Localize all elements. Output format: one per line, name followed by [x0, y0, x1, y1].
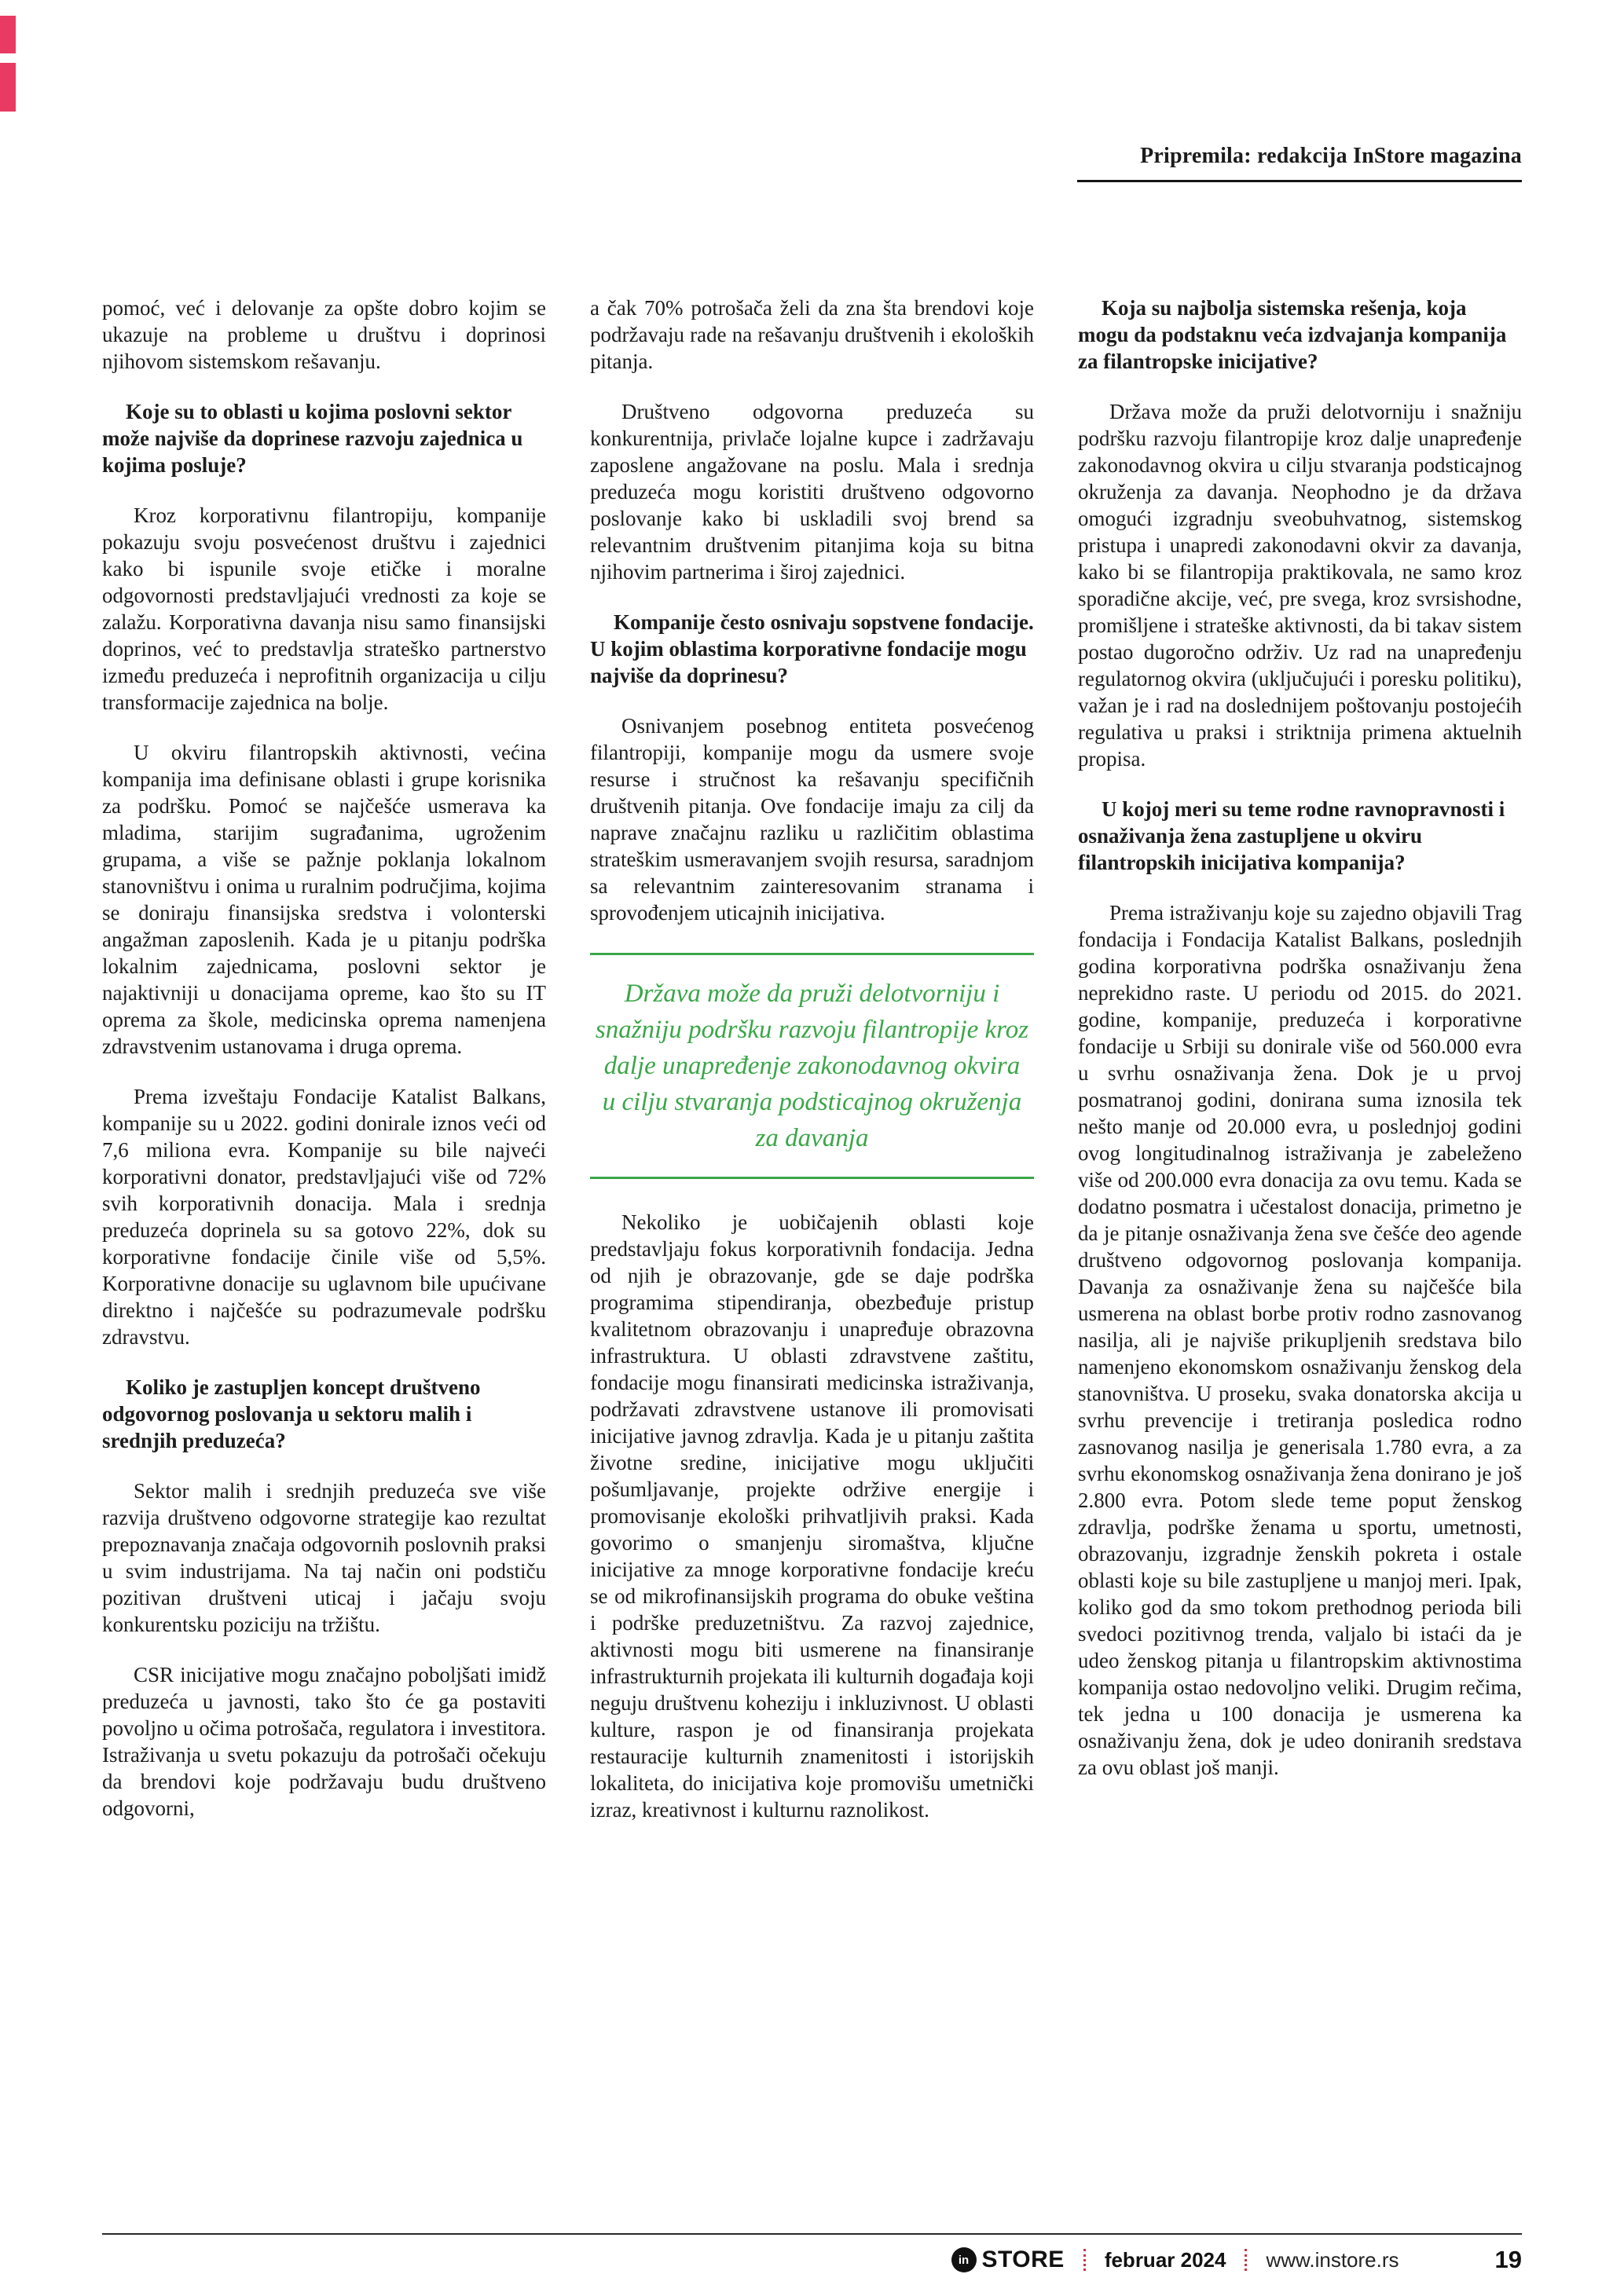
website-url: www.instore.rs [1266, 2247, 1399, 2272]
brand-logo [951, 2247, 1065, 2273]
paragraph: Društveno odgovorna preduzeća su konkurentnija, privlače lojalne kupce i zadržavaju zaposlene angažovane na poslu. Mala i srednja preduzeća mogu koristiti društveno odgovorno poslovanje kako bi uskladili svoj brend sa relevantnim društvenim pitanjima koja su bitna njihovim partnerima i široj zajednici. [590, 400, 1034, 584]
page-number: 19 [1494, 2246, 1522, 2273]
paragraph: Kroz korporativnu filantropiju, kompanije pokazuju svoju posvećenost društvu i zajednici kako bi ispunile svoje etičke i moralne odgovornosti predstavljajući vrednosti za koje se zalažu. Korporativna davanja nisu samo finansijski doprinos, već to predstavlja strateško partnerstvo između preduzeća i neprofitnih organizacija u cilju transformacije zajednica na bolje. [102, 504, 546, 714]
kicker [1077, 144, 1522, 182]
bleed-mark-bottom [0, 63, 16, 112]
paragraph: U okviru filantropskih aktivnosti, većina kompanija ima definisane oblasti i grupe korisnika za podršku. Pomoć se najčešće usmerava ka mladima, starijim sugrađanima, ugroženim grupama, a više se pažnje poklanja lokalnom stanovništvu i onima u ruralnim područjima, kojima se doniraju finansijska sredstva i volonterski angažman zaposlenih. Kada je u pitanju podrška lokalnim zajednicama, poslovni sektor je najaktivniji u donacijama opreme, kao što su IT oprema za škole, medicinska oprema namenjena zdravstvenim ustanovama i druga oprema. [102, 741, 546, 1058]
paragraph: Sektor malih i srednjih preduzeća sve više razvija društveno odgovorne strategije kao rezultat prepoznavanja značaja odgovornih poslovnih praksi u svim industrijama. Na taj način oni podstiču pozitivan društveni uticaj i jačaju svoju konkurentsku poziciju na tržištu. [102, 1479, 546, 1636]
paragraph: a čak 70% potrošača želi da zna šta brendovi koje podržavaju rade na rešavanju društvenih i ekoloških pitanja. [590, 296, 1034, 373]
paragraph: Prema istraživanju koje su zajedno objavili Trag fondacija i Fondacija Katalist Balkans, poslednjih godina korporativna podrška osnaživanju žena neprekidno raste. U periodu od 2015. do 2021. godine, kompanije, preduzeća i korporativne fondacije u Srbiji su donirale više od 560.000 evra u svrhu osnaživanja žena. Dok je u prvoj posmatranoj godini, donirana suma iznosila tek nešto manje od 20.000 evra, u poslednjoj godini ovog longitudinalnog istraživanja je zabeleženo više od 200.000 evra donacija za ovu temu. Kada se dodatno posmatra i učestalost donacija, primetno je da je pitanje osnaživanja žena sve češće deo agende društveno odgovornog poslovanja kompanija. Davanja za osnaživanje žena su najčešće bila usmerena na oblast borbe protiv rodno zasnovanog nasilja, ali je najviše prikupljenih sredstava bilo namenjeno ekonomskom osnaživanju ženskog dela stanovništva. U proseku, svaka donatorska akcija u svrhu prevencije i tretiranja posledica rodno zasnovanog nasilja je generisala 1.780 evra, a za svrhu ekonomskog osnaživanja žena donirano je još 2.800 evra. Potom slede teme poput ženskog zdravlja, podrške ženama u sportu, umetnosti, obrazovanju, izgradnje ženskih pokreta i ostale oblasti koje su bile zastupljene u manjoj meri. Ipak, koliko god da smo tokom prethodnog perioda bili svedoci pozitivnog trenda, valjalo bi istaći da je udeo ženskog pitanja u filantropskim aktivnostima kompanija ostao nedovoljno veliki. Drugim rečima, tek jedna u 100 donacija je usmerena ka osnaživanju žena, dok je udeo doniranih sredstava za ovu oblast još manji. [1078, 901, 1522, 1779]
paragraph: Nekoliko je uobičajenih oblasti koje predstavljaju fokus korporativnih fondacija. Jedna od njih je obrazovanje, gde se daje podrška programima stipendiranja, obezbeđuje pristup kvalitetnom obrazovanju i unapređuje obrazovna infrastruktura. U oblasti zdravstvene zaštitu, fondacije mogu finansirati medicinska istraživanja, podržavati zdravstvene ustanove ili promovisati inicijative javnog zdravlja. Kada je u pitanju zaštita životne sredine, inicijative mogu uključiti pošumljavanje, projekte održive energije i promovisanje ekološki prihvatljivih praksi. Kada govorimo o smanjenju siromaštva, ključne inicijative za mnoge korporativne fondacije kreću se od mikrofinansijskih programa do obuke veština i podrške preduzetništvu. Za razvoj zajednice, aktivnosti mogu biti usmerene na finansiranje infrastrukturnih projekata ili kulturnih događaja koji neguju društvenu koheziju i inkluzivnost. U oblasti kulture, raspon je od finansiranja projekata restauracije kulturnih znamenitosti i istorijskih lokaliteta, do inicijativa koje promovišu umetnički izraz, kreativnost i kulturnu raznolikost. [590, 1210, 1034, 1822]
section-heading: Kompanije često osnivaju sopstvene fondacije. U kojim oblastima korporativne fondacije mogu najviše da doprinesu? [590, 610, 1034, 687]
section-heading: Koliko je zastupljen koncept društveno odgovornog poslovanja u sektoru malih i srednjih preduzeća? [102, 1375, 481, 1452]
column-2 [590, 295, 1034, 2215]
footer-meta [951, 2247, 1399, 2273]
paragraph: Prema izveštaju Fondacije Katalist Balkans, kompanije su u 2022. godini donirale iznos veći od 7,6 miliona evra. Kompanije su bile najveći korporativni donator, predstavljajući više od 72% svih korporativnih donacija. Mala i srednja preduzeća doprinela su sa gotovo 22%, dok su korporativne fondacije činile više od 5,5%. Korporativne donacije su uglavnom bile upućivane direktno i najčešće su podrazumevale podršku zdravstvu. [102, 1085, 546, 1349]
section-heading: Koja su najbolja sistemska rešenja, koja mogu da podstaknu veća izdvajanja kompanija za filantropske inicijative? [1078, 296, 1507, 373]
section-heading: Koje su to oblasti u kojima poslovni sektor može najviše da doprinese razvoju zajednica u kojima posluje? [102, 400, 523, 477]
column-3 [1078, 295, 1522, 2215]
column-1 [102, 295, 546, 2215]
instore-logo-icon: in [951, 2247, 977, 2272]
article-columns [102, 295, 1522, 2215]
separator [1083, 2249, 1086, 2271]
paragraph: Država može da pruži delotvorniju i snažniju podršku razvoju filantropije kroz dalje unapređenje zakonodavnog okvira u cilju stvaranja podsticajnog okruženja za davanja. Neophodno je da država omogući izgradnju sveobuhvatnog, sistemskog pristupa i unapredi zakonodavni okvir za davanja, kako bi se filantropija praktikovala, ne samo kroz sporadične akcije, već, pre svega, kroz svrsishodne, promišljene i strateške aktivnosti, da bi takav sistem postao dugoročno održiv. Uz rad na unapređenju regulatornog okvira (uključujući i poresku politiku), važan je i rad na doslednijem poštovanju postojećih regulativa u praksi i striktnija primena aktuelnih propisa. [1078, 400, 1522, 771]
bleed-mark-top [0, 16, 16, 53]
issue-date: februar 2024 [1104, 2247, 1226, 2272]
paragraph: pomoć, već i delovanje za opšte dobro kojim se ukazuje na probleme u društvu i doprinosi njihovom sistemskom rešavanju. [102, 296, 546, 373]
paragraph: Osnivanjem posebnog entiteta posvećenog filantropiji, kompanije mogu da usmere svoje resurse i stručnost ka rešavanju specifičnih društvenih pitanja. Ove fondacije imaju za cilj da naprave značajnu razliku u različitim oblastima strateškim usmeravanjem svojih resursa, saradnjom sa relevantnim zainteresovanim stranama i sprovođenjem uticajnih inicijativa. [590, 714, 1034, 925]
pull-quote: Država može da pruži delotvorniju i snažniju podršku razvoju filantropije kroz dalje unapređenje zakonodavnog okvira u cilju stvaranja podsticajnog okruženja za davanja [590, 953, 1034, 1179]
brand-name: STORE [981, 2247, 1065, 2272]
paragraph: CSR inicijative mogu značajno poboljšati imidž preduzeća u javnosti, tako što će ga postaviti povoljno u očima potrošača, regulatora i investitora. Istraživanja u svetu pokazuju da potrošači očekuju da brendovi koje podržavaju budu društveno odgovorni, [102, 1663, 546, 1820]
separator [1245, 2249, 1247, 2271]
kicker-text: Pripremila: redakcija InStore magazina [1140, 144, 1522, 168]
section-heading: U kojoj meri su teme rodne ravnopravnosti i osnaživanja žena zastupljene u okviru filantropskih inicijativa kompanija? [1078, 797, 1505, 874]
page-footer [102, 2233, 1522, 2274]
